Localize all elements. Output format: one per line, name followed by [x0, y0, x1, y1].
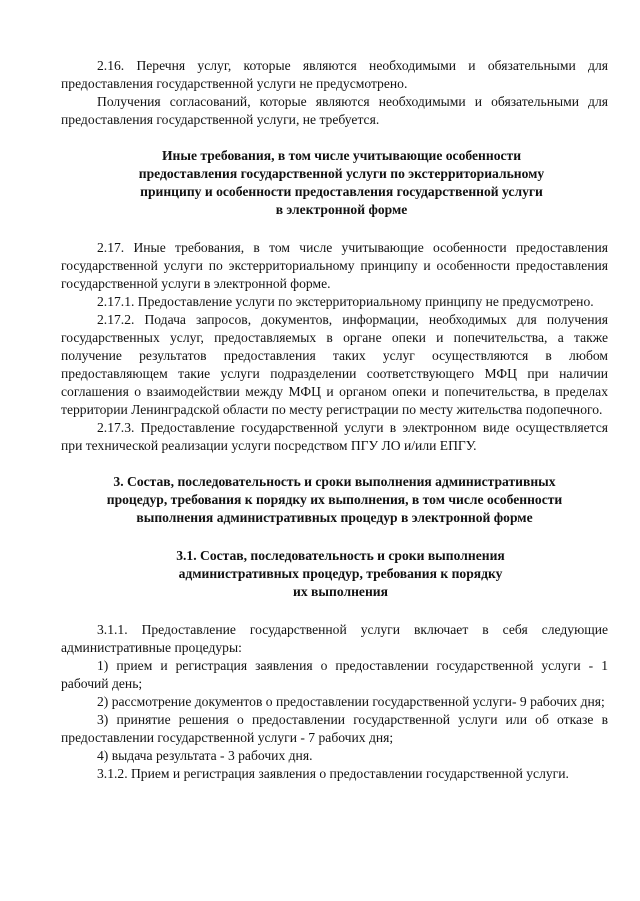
paragraph-3-1-2: 3.1.2. Прием и регистрация заявления о предоставлении государственной услуги. — [97, 766, 569, 781]
heading-line: административных процедур, требования к порядку — [178, 566, 503, 581]
heading-line: процедур, требования к порядку их выполнения, в том числе особенности — [106, 492, 563, 507]
heading-line: принципу и особенности предоставления государственной услуги — [140, 184, 543, 199]
paragraph-2-17-3: 2.17.3. Предоставление государственной услуги в электронном виде осуществляется при технической реализации услуги посредством ПГУ ЛО и/или ЕПГУ. — [61, 420, 608, 453]
heading-line: в электронной форме — [275, 202, 408, 217]
heading-line: Иные требования, в том числе учитывающие особенности — [161, 148, 522, 163]
heading-3-1 — [61, 547, 608, 601]
heading-other-requirements — [61, 147, 608, 219]
heading-section-3 — [61, 473, 608, 527]
paragraph-2-17-2: 2.17.2. Подача запросов, документов, информации, необходимых для получения государственных услуг, предоставляемых в органе опеки и попечительства, а также получение результатов предоставления таких услуг осуществляются в любом предоставляющем такие услуги подразделении соответствующего МФЦ при наличии соглашения о взаимодействии между МФЦ и органом опеки и попечительства, в пределах территории Ленинградской области по месту регистрации по месту жительства подопечного. — [61, 312, 608, 417]
list-item-4: 4) выдача результата - 3 рабочих дня. — [97, 748, 313, 763]
list-item-1: 1) прием и регистрация заявления о предоставлении государственной услуги - 1 рабочий день; — [61, 658, 608, 691]
paragraph-2-17-1: 2.17.1. Предоставление услуги по экстерриториальному принципу не предусмотрено. — [97, 294, 594, 309]
list-item-3: 3) принятие решения о предоставлении государственной услуги или об отказе в предоставлении государственной услуги - 7 рабочих дня; — [61, 712, 608, 745]
heading-line: предоставления государственной услуги по экстерриториальному — [138, 166, 545, 181]
paragraph-2-16: 2.16. Перечня услуг, которые являются необходимыми и обязательными для предоставления государственной услуги не предусмотрено. — [61, 58, 608, 91]
heading-line: 3.1. Состав, последовательность и сроки выполнения — [176, 548, 505, 563]
heading-line: 3. Состав, последовательность и сроки выполнения административных — [113, 474, 556, 489]
paragraph-2-16-approvals: Получения согласований, которые являются необходимыми и обязательными для предоставления государственной услуги, не требуется. — [61, 94, 608, 127]
list-item-2: 2) рассмотрение документов о предоставлении государственной услуги- 9 рабочих дня; — [97, 694, 605, 709]
paragraph-3-1-1: 3.1.1. Предоставление государственной услуги включает в себя следующие административные процедуры: — [61, 622, 608, 655]
paragraph-2-17: 2.17. Иные требования, в том числе учитывающие особенности предоставления государственной услуги по экстерриториальному принципу и особенности предоставления государственной услуги в электронной форме. — [61, 240, 608, 291]
heading-line: выполнения административных процедур в электронной форме — [136, 510, 533, 525]
heading-line: их выполнения — [293, 584, 388, 599]
